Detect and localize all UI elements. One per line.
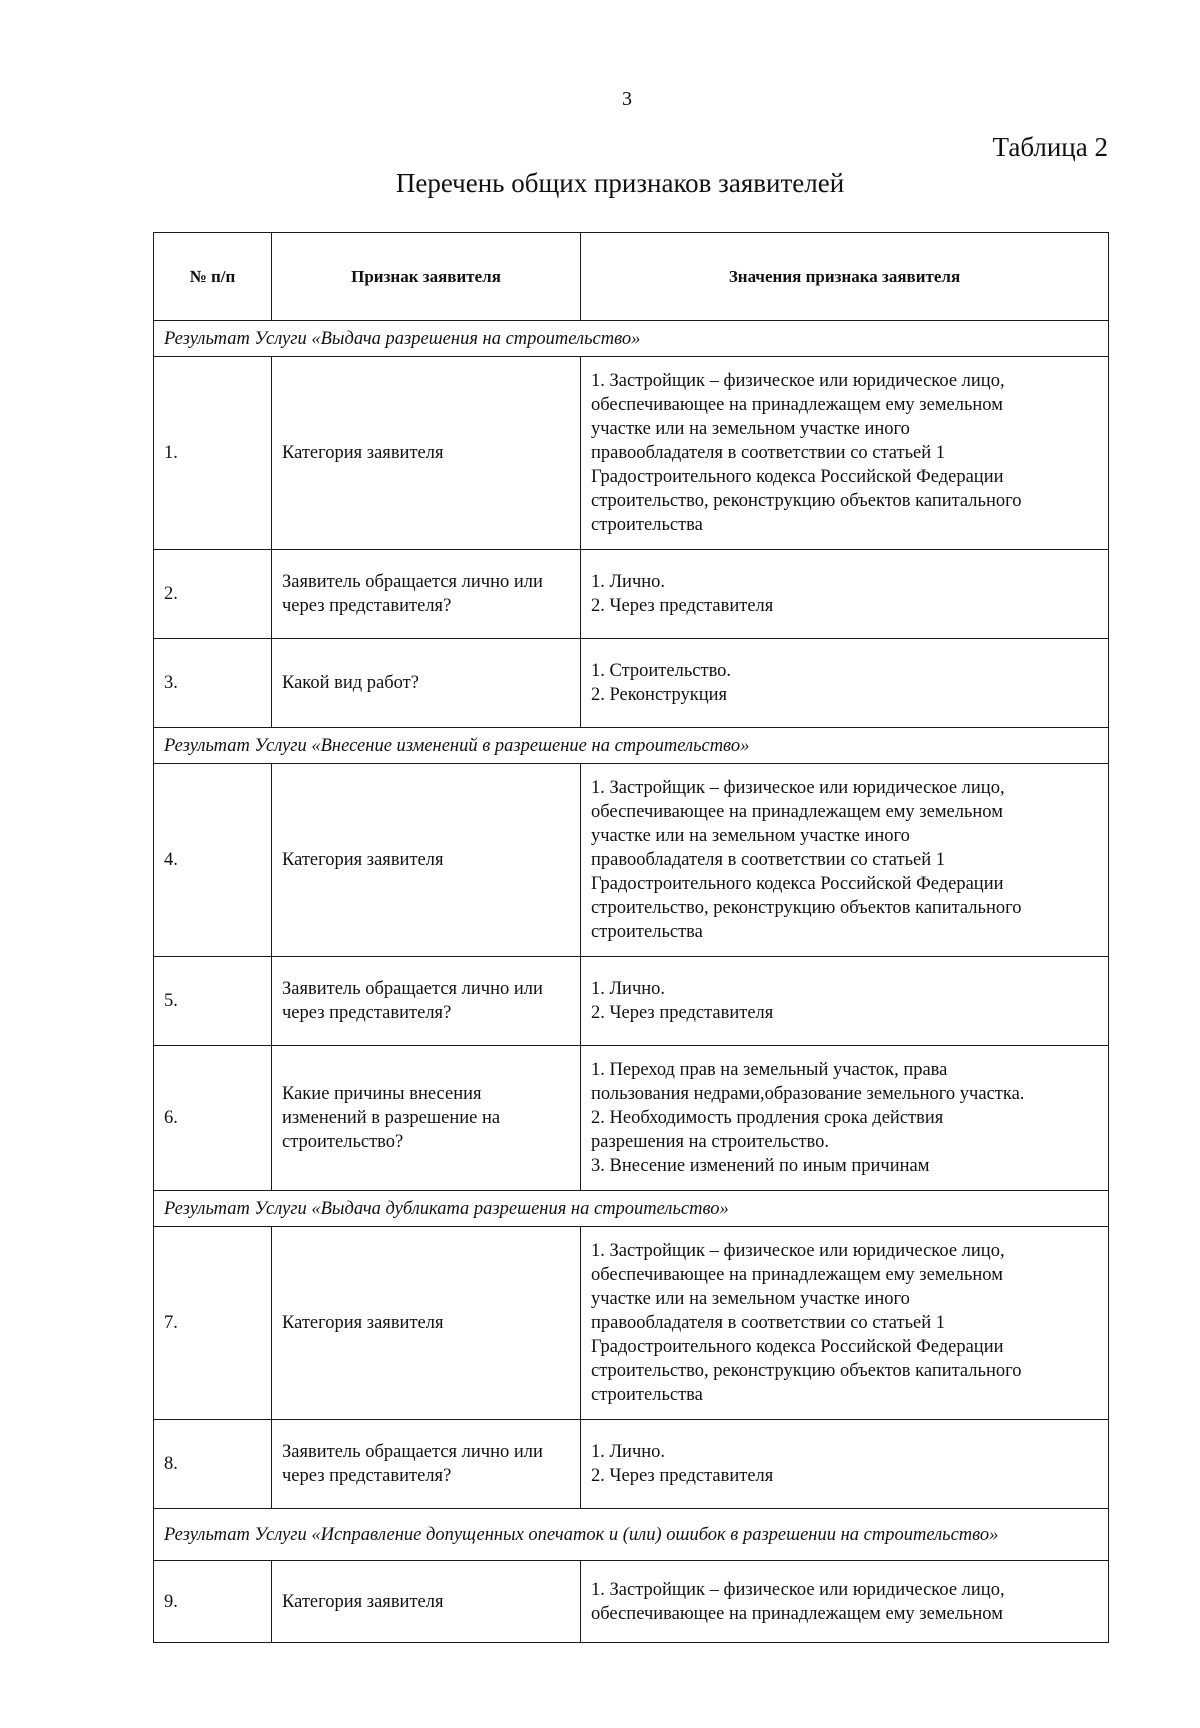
value-line: строительства: [591, 922, 703, 942]
value-line: строительство, реконструкцию объектов капитального: [591, 898, 1022, 918]
section-heading-row: [154, 728, 1109, 764]
row-attribute: Заявитель обращается лично или через представителя?: [272, 957, 581, 1046]
row-values: [581, 639, 1109, 728]
section-heading-row: [154, 1509, 1109, 1561]
value-line: 1. Застройщик – физическое или юридическое лицо,: [591, 1241, 1005, 1261]
row-values: [581, 1420, 1109, 1509]
column-header-values: Значения признака заявителя: [581, 233, 1109, 321]
value-line: 1. Переход прав на земельный участок, права: [591, 1060, 948, 1080]
section-heading-row: [154, 321, 1109, 357]
value-line: строительства: [591, 515, 703, 535]
row-attribute: Какие причины внесения изменений в разрешение на строительство?: [272, 1046, 581, 1191]
row-attribute: Категория заявителя: [272, 1227, 581, 1420]
row-number: 8.: [154, 1420, 272, 1509]
row-number: 9.: [154, 1561, 272, 1643]
row-values: [581, 1561, 1109, 1643]
table-row: [154, 357, 1109, 550]
row-values: [581, 550, 1109, 639]
row-number: 1.: [154, 357, 272, 550]
applicant-criteria-table: [153, 232, 1109, 1643]
value-line: 1. Застройщик – физическое или юридическое лицо,: [591, 778, 1005, 798]
document-title: Перечень общих признаков заявителей: [395, 168, 845, 198]
value-line: 1. Лично.: [591, 1442, 666, 1462]
value-line: участке или на земельном участке иного: [591, 419, 910, 439]
table-row: [154, 957, 1109, 1046]
row-values: [581, 1227, 1109, 1420]
value-line: Градостроительного кодекса Российской Федерации: [591, 467, 1004, 487]
value-line: обеспечивающее на принадлежащем ему земельном: [591, 395, 1003, 415]
value-line: Градостроительного кодекса Российской Федерации: [591, 1337, 1004, 1357]
value-line: 3. Внесение изменений по иным причинам: [591, 1156, 930, 1176]
section-heading-row: [154, 1191, 1109, 1227]
value-line: участке или на земельном участке иного: [591, 826, 910, 846]
value-line: пользования недрами,образование земельного участка.: [591, 1084, 1025, 1104]
row-attribute: Категория заявителя: [272, 1561, 581, 1643]
row-number: 4.: [154, 764, 272, 957]
row-attribute: Заявитель обращается лично или через представителя?: [272, 1420, 581, 1509]
value-line: правообладателя в соответствии со статьей 1: [591, 443, 946, 463]
row-number: 6.: [154, 1046, 272, 1191]
value-line: обеспечивающее на принадлежащем ему земельном: [591, 802, 1003, 822]
value-line: 2. Через представителя: [591, 1466, 774, 1486]
value-line: строительства: [591, 1385, 703, 1405]
value-line: строительство, реконструкцию объектов капитального: [591, 491, 1022, 511]
value-line: правообладателя в соответствии со статьей 1: [591, 850, 946, 870]
value-line: Градостроительного кодекса Российской Федерации: [591, 874, 1004, 894]
table-row: [154, 550, 1109, 639]
row-number: 7.: [154, 1227, 272, 1420]
column-header-attribute: Признак заявителя: [272, 233, 581, 321]
table-row: [154, 639, 1109, 728]
table-row: [154, 1046, 1109, 1191]
row-attribute: Заявитель обращается лично или через представителя?: [272, 550, 581, 639]
value-line: 1. Лично.: [591, 572, 666, 592]
row-values: [581, 1046, 1109, 1191]
section-heading: Результат Услуги «Выдача дубликата разрешения на строительство»: [154, 1191, 1109, 1227]
value-line: разрешения на строительство.: [591, 1132, 830, 1152]
value-line: 2. Через представителя: [591, 596, 774, 616]
value-line: строительство, реконструкцию объектов капитального: [591, 1361, 1022, 1381]
table-row: [154, 1227, 1109, 1420]
value-line: правообладателя в соответствии со статьей 1: [591, 1313, 946, 1333]
row-attribute: Какой вид работ?: [272, 639, 581, 728]
value-line: 1. Застройщик – физическое или юридическое лицо,: [591, 371, 1005, 391]
table-row: [154, 1420, 1109, 1509]
value-line: обеспечивающее на принадлежащем ему земельном: [591, 1265, 1003, 1285]
row-values: [581, 957, 1109, 1046]
section-heading: Результат Услуги «Выдача разрешения на строительство»: [154, 321, 1109, 357]
value-line: 2. Необходимость продления срока действия: [591, 1108, 944, 1128]
value-line: 2. Реконструкция: [591, 685, 728, 705]
column-header-number: № п/п: [154, 233, 272, 321]
value-line: 1. Строительство.: [591, 661, 732, 681]
value-line: обеспечивающее на принадлежащем ему земельном: [591, 1603, 1003, 1624]
row-attribute: Категория заявителя: [272, 764, 581, 957]
row-attribute: Категория заявителя: [272, 357, 581, 550]
row-number: 2.: [154, 550, 272, 639]
row-number: 3.: [154, 639, 272, 728]
value-line: участке или на земельном участке иного: [591, 1289, 910, 1309]
section-heading: Результат Услуги «Исправление допущенных опечаток и (или) ошибок в разрешении на строительство»: [154, 1509, 1109, 1561]
row-values: [581, 357, 1109, 550]
table-row: [154, 1561, 1109, 1643]
value-line: 1. Застройщик – физическое или юридическое лицо,: [591, 1579, 1005, 1600]
table-header-row: [154, 233, 1109, 321]
row-number: 5.: [154, 957, 272, 1046]
value-line: 2. Через представителя: [591, 1003, 774, 1023]
value-line: 1. Лично.: [591, 979, 666, 999]
table-label: Таблица 2: [992, 132, 1108, 162]
section-heading: Результат Услуги «Внесение изменений в разрешение на строительство»: [154, 728, 1109, 764]
table-row: [154, 764, 1109, 957]
page-number: 3: [622, 88, 632, 110]
row-values: [581, 764, 1109, 957]
